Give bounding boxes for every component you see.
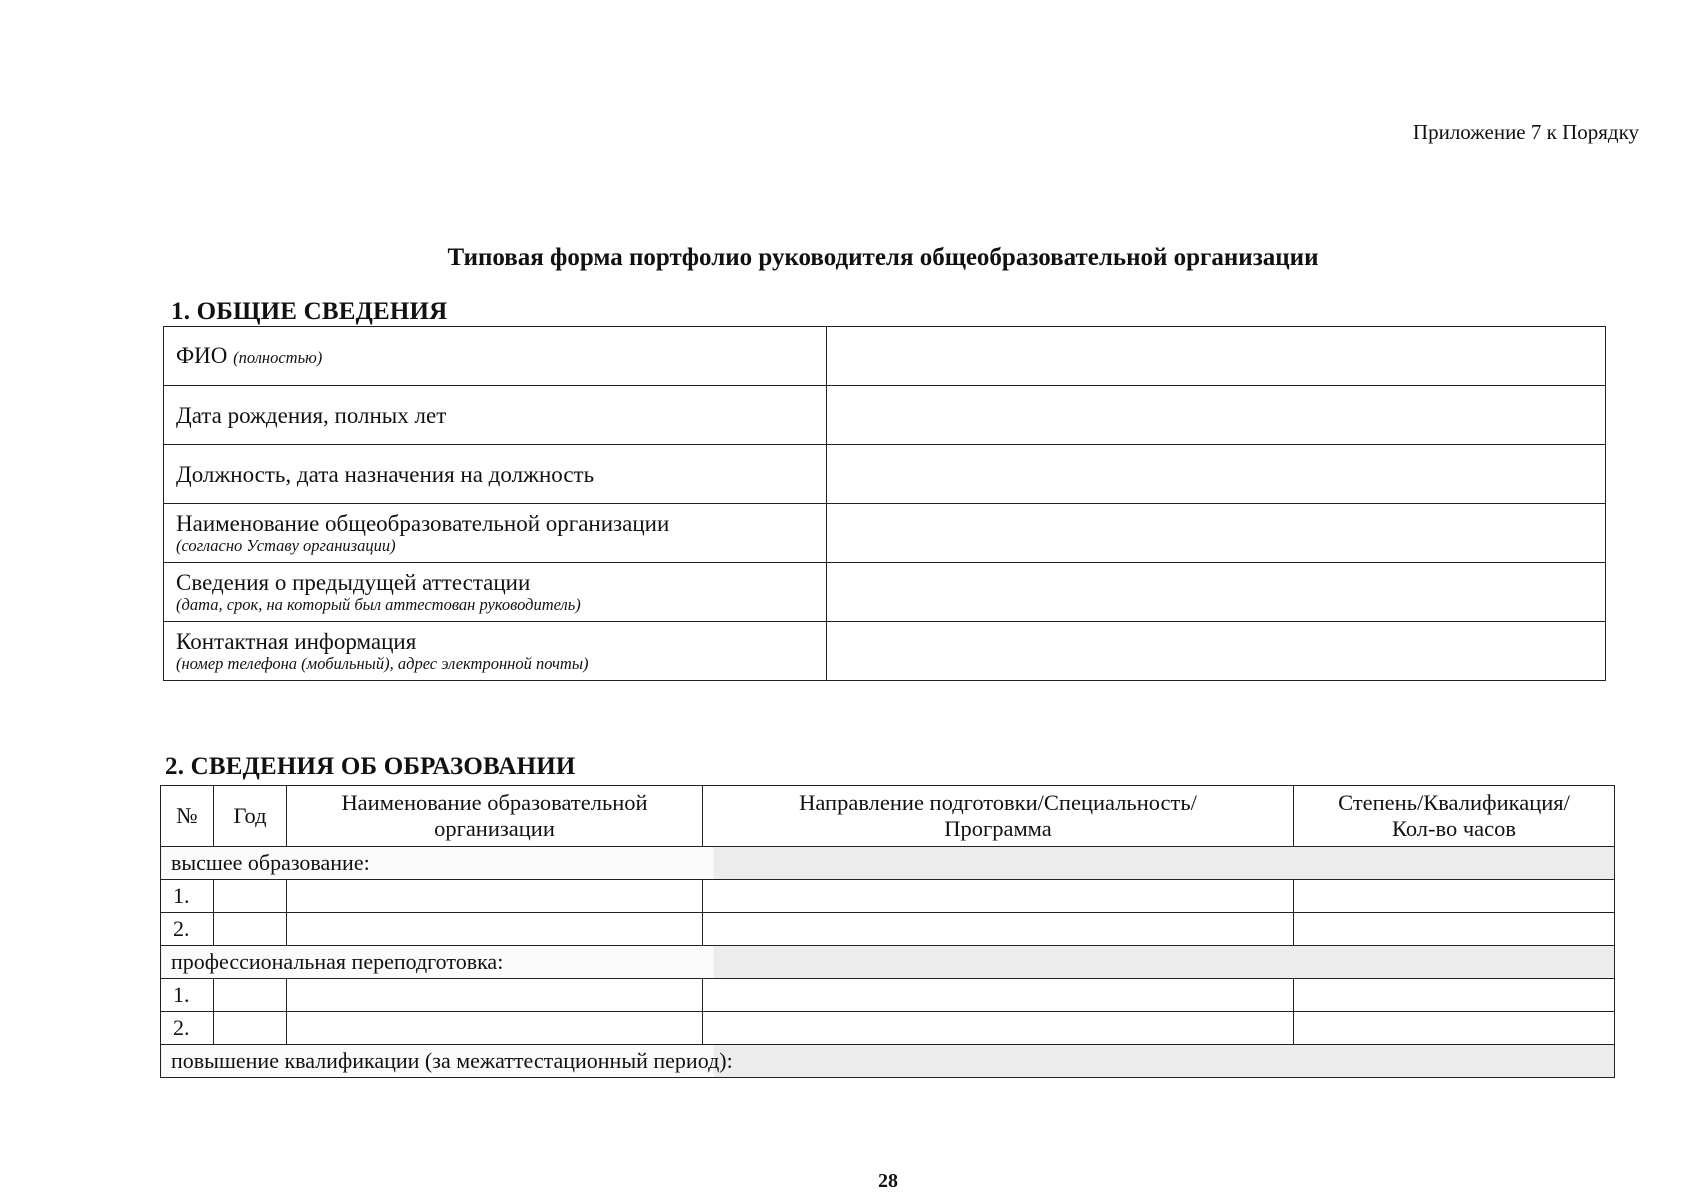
year-cell[interactable]: [214, 979, 287, 1012]
field-label-attestation: [164, 563, 827, 622]
table-row: [164, 445, 1606, 504]
field-label-birth: [164, 386, 827, 445]
appendix-label: Приложение 7 к Порядку: [1412, 120, 1639, 144]
education-table: [160, 785, 1615, 1078]
degree-cell[interactable]: [1294, 979, 1615, 1012]
field-label-text: Сведения о предыдущей аттестации: [176, 569, 531, 595]
field-label-text: Наименование общеобразовательной организации: [176, 510, 670, 536]
column-header-line: Степень/Квалификация/: [1338, 790, 1570, 815]
degree-cell[interactable]: [1294, 913, 1615, 946]
table-row: [164, 563, 1606, 622]
direction-cell[interactable]: [703, 979, 1294, 1012]
category-qualification: повышение квалификации (за межаттестационный период):: [161, 1045, 1615, 1078]
section-general-heading: 1. ОБЩИЕ СВЕДЕНИЯ: [171, 298, 448, 325]
table-row: [164, 504, 1606, 563]
page-number: 28: [878, 1170, 898, 1192]
field-label-fio: [164, 327, 827, 386]
field-label-contacts: [164, 622, 827, 681]
field-label-position: [164, 445, 827, 504]
field-label-sub: (номер телефона (мобильный), адрес электронной почты): [176, 653, 589, 673]
column-header-direction: [703, 786, 1294, 847]
table-row: [161, 979, 1615, 1012]
field-label-sub: (дата, срок, на который был аттестован руководитель): [176, 594, 581, 614]
field-label-sub: (согласно Уставу организации): [176, 535, 396, 555]
field-label-text: ФИО: [176, 342, 228, 368]
organization-cell[interactable]: [287, 1012, 703, 1045]
year-cell[interactable]: [214, 913, 287, 946]
field-value-contacts[interactable]: [827, 622, 1606, 681]
row-number: 1.: [161, 979, 214, 1012]
field-value-position[interactable]: [827, 445, 1606, 504]
category-row: [161, 1045, 1615, 1078]
organization-cell[interactable]: [287, 979, 703, 1012]
field-label-text: Должность, дата назначения на должность: [176, 461, 595, 487]
direction-cell[interactable]: [703, 880, 1294, 913]
organization-cell[interactable]: [287, 880, 703, 913]
row-number: 2.: [161, 1012, 214, 1045]
category-row: [161, 847, 1615, 880]
document-title: Типовая форма портфолио руководителя общеобразовательной организации: [447, 244, 1319, 271]
column-header-line: Наименование образовательной: [341, 790, 648, 815]
column-header-degree: [1294, 786, 1615, 847]
category-higher-education: высшее образование:: [161, 847, 1615, 880]
category-retraining: профессиональная переподготовка:: [161, 946, 1615, 979]
field-label-note: (полностью): [233, 347, 323, 367]
organization-cell[interactable]: [287, 913, 703, 946]
field-value-fio[interactable]: [827, 327, 1606, 386]
column-header-line: Программа: [944, 816, 1052, 841]
direction-cell[interactable]: [703, 1012, 1294, 1045]
field-label-organization: [164, 504, 827, 563]
row-number: 2.: [161, 913, 214, 946]
table-row: [164, 622, 1606, 681]
category-row: [161, 946, 1615, 979]
column-header-line: организации: [434, 816, 555, 841]
row-number: 1.: [161, 880, 214, 913]
field-value-organization[interactable]: [827, 504, 1606, 563]
year-cell[interactable]: [214, 1012, 287, 1045]
general-info-table: [163, 326, 1606, 681]
degree-cell[interactable]: [1294, 1012, 1615, 1045]
degree-cell[interactable]: [1294, 880, 1615, 913]
table-row: [161, 1012, 1615, 1045]
field-value-attestation[interactable]: [827, 563, 1606, 622]
column-header-line: Кол-во часов: [1391, 816, 1517, 841]
table-row: [164, 386, 1606, 445]
table-row: [164, 327, 1606, 386]
column-header-year: Год: [214, 786, 287, 847]
table-row: [161, 880, 1615, 913]
table-header-row: [161, 786, 1615, 847]
column-header-organization: [287, 786, 703, 847]
table-row: [161, 913, 1615, 946]
column-header-num: №: [161, 786, 214, 847]
section-education-heading: 2. СВЕДЕНИЯ ОБ ОБРАЗОВАНИИ: [165, 753, 576, 780]
field-label-text: Дата рождения, полных лет: [176, 402, 447, 428]
column-header-line: Направление подготовки/Специальность/: [799, 790, 1197, 815]
year-cell[interactable]: [214, 880, 287, 913]
field-label-text: Контактная информация: [176, 628, 417, 654]
field-value-birth[interactable]: [827, 386, 1606, 445]
direction-cell[interactable]: [703, 913, 1294, 946]
